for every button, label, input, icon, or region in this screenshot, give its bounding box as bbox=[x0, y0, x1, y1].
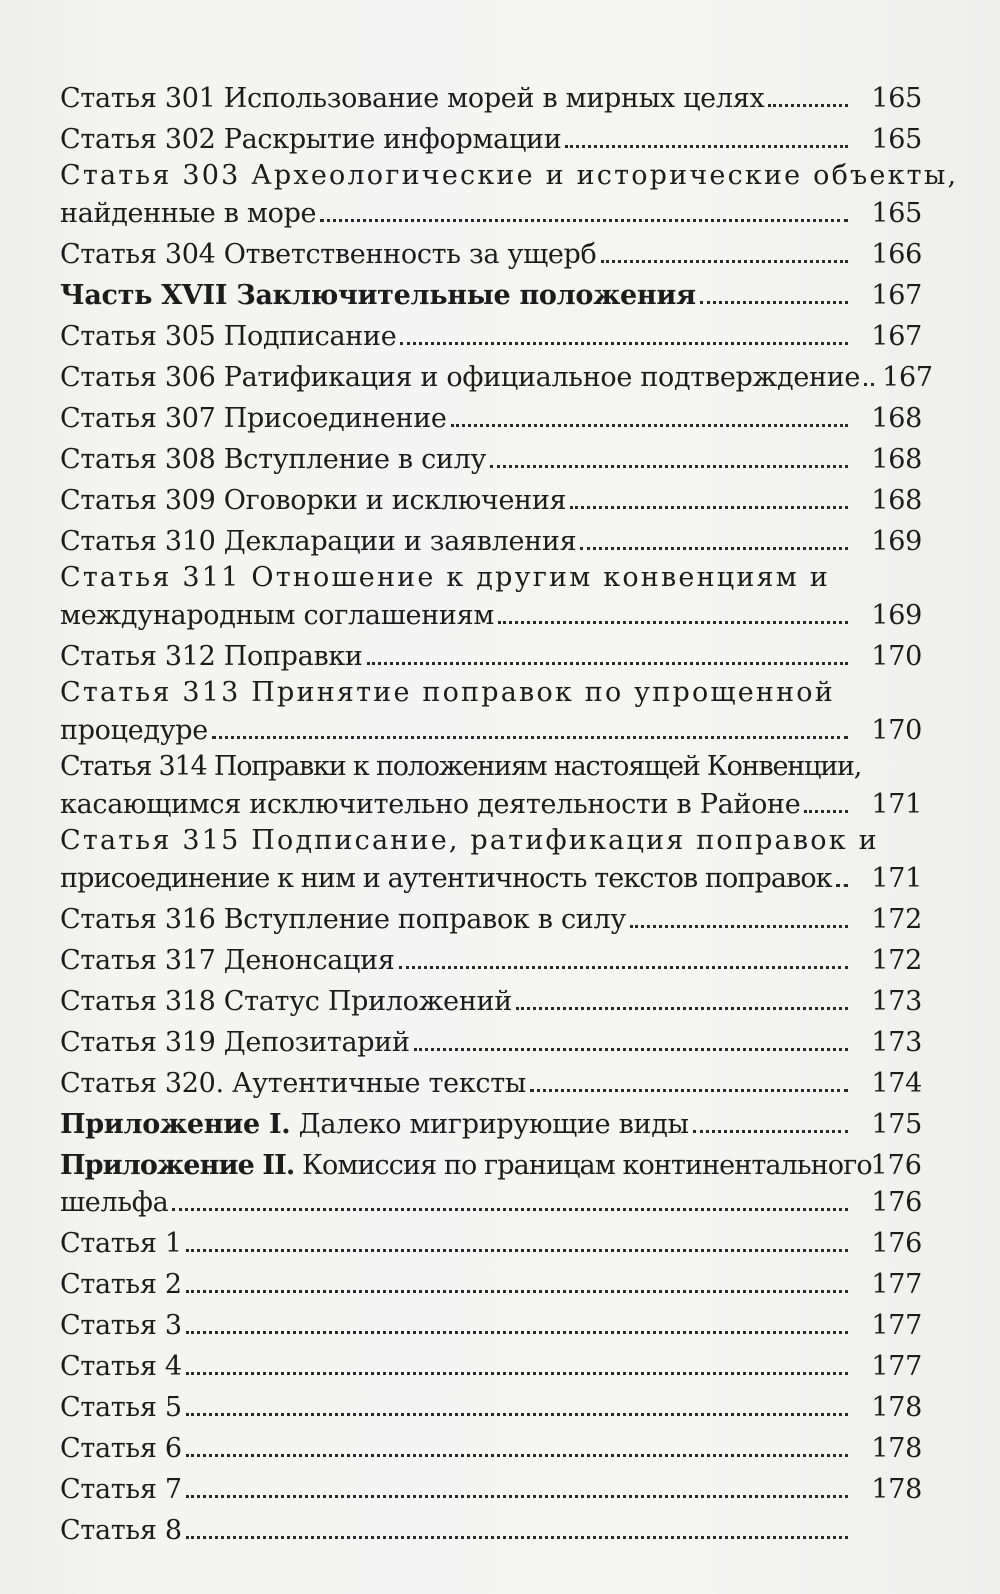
toc-entry-title: Статья 8 bbox=[60, 1515, 182, 1546]
dot-leader bbox=[186, 1331, 848, 1334]
toc-page-number: 169 bbox=[871, 526, 922, 557]
dot-leader bbox=[693, 1130, 848, 1133]
toc-entry-title-line2: шельфа bbox=[60, 1187, 169, 1218]
toc-page-number: 167 bbox=[871, 280, 922, 311]
toc-entry-title-line2: касающимся исключительно деятельности в Районе bbox=[60, 789, 801, 820]
toc-entry-320[interactable] bbox=[60, 1059, 922, 1100]
toc-entry-article-6[interactable] bbox=[60, 1424, 922, 1465]
dot-leader bbox=[570, 506, 848, 509]
toc-page-number: 178 bbox=[871, 1474, 922, 1505]
dot-leader bbox=[367, 662, 848, 665]
toc-entry-title: Статья 307 Присоединение bbox=[60, 403, 447, 434]
toc-entry-310[interactable] bbox=[60, 517, 922, 558]
dot-leader bbox=[490, 465, 848, 468]
toc-page-number: 168 bbox=[871, 403, 922, 434]
toc-page-number: 177 bbox=[871, 1269, 922, 1300]
dot-leader bbox=[186, 1413, 848, 1416]
toc-page-number: 176 bbox=[871, 1187, 922, 1218]
toc-entry-title: Статья 320. Аутентичные тексты bbox=[60, 1068, 527, 1099]
toc-entry-article-4[interactable] bbox=[60, 1342, 922, 1383]
toc-entry-title-line2: присоединение к ним и аутентичность текстов поправок bbox=[60, 863, 832, 894]
toc-entry-title-line2: найденные в море bbox=[60, 198, 317, 229]
toc-entry-title: Статья 316 Вступление поправок в силу bbox=[60, 904, 626, 935]
toc-page-number: 176 bbox=[871, 1228, 922, 1259]
dot-leader bbox=[451, 424, 848, 427]
toc-entry-appendix-i[interactable] bbox=[60, 1100, 922, 1141]
toc-page-number: 165 bbox=[871, 198, 922, 229]
toc-entry-title: Статья 310 Декларации и заявления bbox=[60, 526, 577, 557]
toc-entry-title: Статья 301 Использование морей в мирных целях bbox=[60, 83, 765, 114]
toc-entry-title: Статья 306 Ратификация и официальное подтверждение bbox=[60, 362, 861, 393]
toc-entry-319[interactable] bbox=[60, 1018, 922, 1059]
dot-leader bbox=[186, 1249, 848, 1252]
dot-leader bbox=[186, 1290, 848, 1293]
dot-leader bbox=[400, 342, 848, 345]
toc-page-number: 165 bbox=[871, 83, 922, 114]
toc-page-number: 177 bbox=[871, 1310, 922, 1341]
toc-entry-title: Статья 7 bbox=[60, 1474, 182, 1505]
toc-entry-title-line1: Статья 311 Отношение к другим конвенциям и bbox=[60, 562, 830, 593]
toc-entry-309[interactable] bbox=[60, 476, 922, 517]
dot-leader bbox=[804, 810, 848, 813]
toc-page-number: 167 bbox=[871, 321, 922, 352]
toc-entry-305[interactable] bbox=[60, 312, 922, 353]
toc-entry-title: Статья 2 bbox=[60, 1269, 182, 1300]
toc-entry-316[interactable] bbox=[60, 895, 922, 936]
toc-entry-appendix-ii[interactable] bbox=[60, 1141, 922, 1219]
dot-leader bbox=[836, 884, 848, 887]
toc-page-number: 178 bbox=[871, 1433, 922, 1464]
toc-entry-title: Статья 4 bbox=[60, 1351, 182, 1382]
toc-entry-312[interactable] bbox=[60, 632, 922, 673]
toc-page-number: 170 bbox=[871, 715, 922, 746]
toc-entry-title: Статья 317 Денонсация bbox=[60, 945, 395, 976]
toc-entry-title: Статья 6 bbox=[60, 1433, 182, 1464]
toc-entry-306[interactable] bbox=[60, 353, 933, 394]
dot-leader bbox=[516, 1007, 848, 1010]
toc-entry-title: Статья 304 Ответственность за ущерб bbox=[60, 239, 597, 270]
toc-entry-title: Статья 3 bbox=[60, 1310, 182, 1341]
toc-entry-article-5[interactable] bbox=[60, 1383, 922, 1424]
toc-entry-title: Далеко мигрирующие виды bbox=[290, 1109, 689, 1140]
toc-page-number: 168 bbox=[871, 485, 922, 516]
toc-page-number: 172 bbox=[871, 945, 922, 976]
toc-entry-title: Статья 302 Раскрытие информации bbox=[60, 124, 562, 155]
table-of-contents bbox=[60, 74, 959, 1547]
toc-entry-303[interactable] bbox=[60, 160, 959, 230]
dot-leader bbox=[580, 547, 848, 550]
dot-leader bbox=[399, 966, 848, 969]
toc-appendix-label: Приложение I. bbox=[60, 1109, 291, 1140]
dot-leader bbox=[565, 145, 848, 148]
toc-entry-308[interactable] bbox=[60, 435, 922, 476]
toc-entry-article-8[interactable] bbox=[60, 1506, 922, 1547]
dot-leader bbox=[212, 736, 848, 739]
toc-page-number: 170 bbox=[871, 641, 922, 672]
toc-page-number: 166 bbox=[871, 239, 922, 270]
toc-entry-title: Статья 318 Статус Приложений bbox=[60, 986, 512, 1017]
toc-page-number: 177 bbox=[871, 1351, 922, 1382]
toc-entry-title: Статья 309 Оговорки и исключения bbox=[60, 485, 567, 516]
toc-appendix-label: Приложение II. bbox=[60, 1150, 295, 1181]
toc-entry-314[interactable] bbox=[60, 751, 922, 821]
dot-leader bbox=[768, 104, 848, 107]
toc-page-number: 168 bbox=[871, 444, 922, 475]
toc-page-number: 173 bbox=[871, 1027, 922, 1058]
toc-entry-article-2[interactable] bbox=[60, 1260, 922, 1301]
toc-entry-title: Статья 1 bbox=[60, 1228, 182, 1259]
toc-entry-304[interactable] bbox=[60, 230, 922, 271]
toc-entry-title-line1: Статья 314 Поправки к положениям настоящей Конвенции, bbox=[60, 751, 862, 782]
toc-entry-title: Статья 319 Депозитарий bbox=[60, 1027, 410, 1058]
toc-entry-title-line1: Статья 303 Археологические и исторические объекты, bbox=[60, 160, 959, 191]
toc-page-number: 176 bbox=[870, 1150, 922, 1181]
toc-page-number: 173 bbox=[871, 986, 922, 1017]
toc-entry-article-7[interactable] bbox=[60, 1465, 922, 1506]
toc-entry-301[interactable] bbox=[60, 74, 922, 115]
toc-entry-317[interactable] bbox=[60, 936, 922, 977]
toc-entry-311[interactable] bbox=[60, 562, 922, 632]
toc-page-number: 178 bbox=[871, 1392, 922, 1423]
toc-entry-318[interactable] bbox=[60, 977, 922, 1018]
dot-leader bbox=[172, 1208, 848, 1211]
toc-entry-title-line2: процедуре bbox=[60, 715, 208, 746]
toc-entry-title: Статья 308 Вступление в силу bbox=[60, 444, 487, 475]
dot-leader bbox=[186, 1454, 848, 1457]
dot-leader bbox=[630, 925, 848, 928]
dot-leader bbox=[414, 1048, 848, 1051]
toc-entry-313[interactable] bbox=[60, 677, 922, 747]
toc-page-number: 169 bbox=[871, 600, 922, 631]
toc-page-number: 175 bbox=[871, 1109, 922, 1140]
toc-page-number: 167 bbox=[882, 362, 933, 393]
dot-leader bbox=[498, 621, 848, 624]
toc-page-number: 172 bbox=[871, 904, 922, 935]
toc-page-number: 165 bbox=[871, 124, 922, 155]
dot-leader bbox=[700, 301, 848, 304]
toc-page-number: 171 bbox=[871, 863, 922, 894]
toc-entry-title-line2: международным соглашениям bbox=[60, 600, 495, 631]
toc-entry-title: Статья 312 Поправки bbox=[60, 641, 363, 672]
toc-page-number: 171 bbox=[871, 789, 922, 820]
toc-entry-title-line1: Комиссия по границам континентального bbox=[294, 1150, 872, 1181]
toc-entry-302[interactable] bbox=[60, 115, 922, 156]
dot-leader bbox=[320, 219, 848, 222]
dot-leader bbox=[186, 1495, 848, 1498]
toc-entry-307[interactable] bbox=[60, 394, 922, 435]
toc-entry-title-line1: Статья 313 Принятие поправок по упрощенной bbox=[60, 677, 835, 708]
toc-entry-title-line1: Статья 315 Подписание, ратификация поправок и bbox=[60, 825, 879, 856]
toc-entry-part-xvii[interactable] bbox=[60, 271, 922, 312]
dot-leader bbox=[601, 260, 849, 263]
toc-entry-title: Статья 5 bbox=[60, 1392, 182, 1423]
toc-entry-315[interactable] bbox=[60, 825, 922, 895]
dot-leader bbox=[530, 1089, 848, 1092]
dot-leader bbox=[186, 1536, 848, 1539]
toc-entry-article-1[interactable] bbox=[60, 1219, 922, 1260]
toc-page-number: 174 bbox=[871, 1068, 922, 1099]
toc-entry-title: Часть XVII Заключительные положения bbox=[60, 280, 696, 311]
dot-leader bbox=[186, 1372, 848, 1375]
dot-leader bbox=[864, 383, 874, 386]
toc-entry-article-3[interactable] bbox=[60, 1301, 922, 1342]
toc-entry-title: Статья 305 Подписание bbox=[60, 321, 397, 352]
